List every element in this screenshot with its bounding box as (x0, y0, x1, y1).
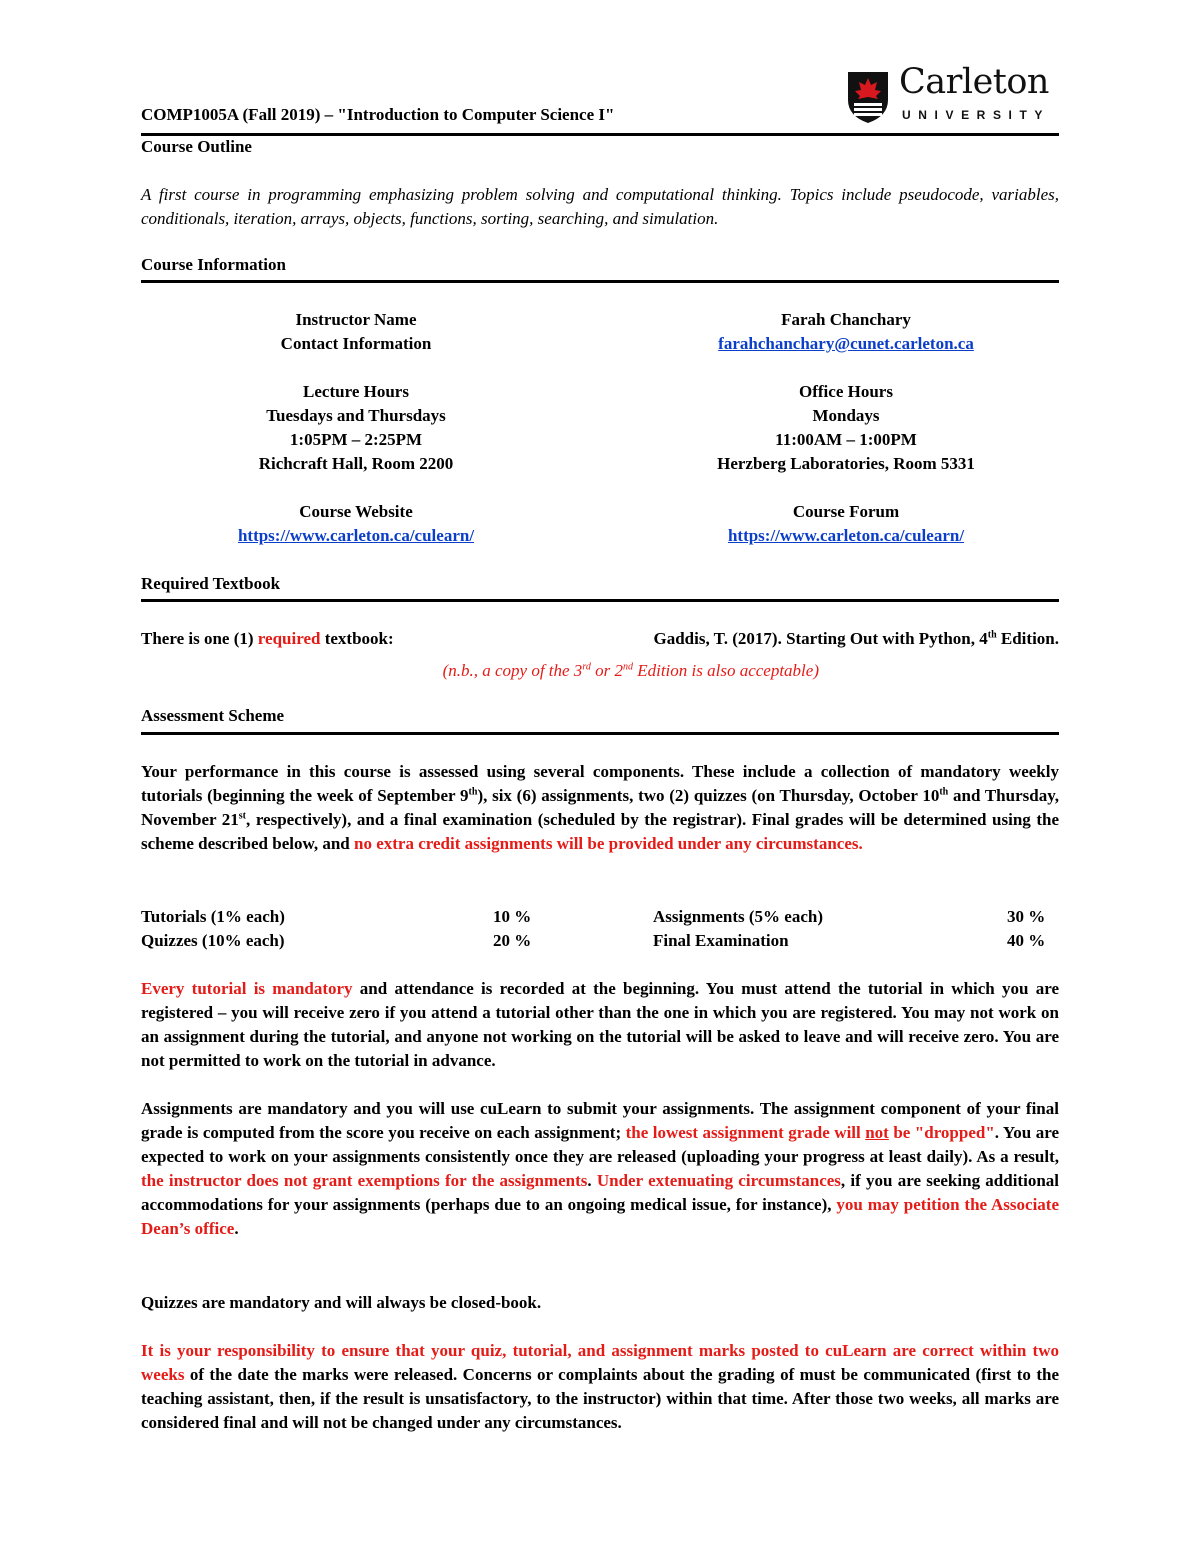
section-heading-outline: Course Outline (141, 137, 252, 156)
instructor-email-link[interactable]: farahchanchary@cunet.carleton.ca (718, 334, 974, 353)
office-days: Mondays (812, 406, 880, 425)
section-heading-textbook: Required Textbook (141, 574, 281, 593)
textbook-note: (n.b., a copy of the 3rd or 2nd Edition is also acceptable) (442, 661, 819, 680)
header-rule (141, 133, 1059, 136)
marks-policy-paragraph: It is your responsibility to ensure that your quiz, tutorial, and assignment marks posted to cuLearn are correct within two weeks of the date the marks were released. Concerns or complaints about the grading of must be communicated (first to the teaching assistant, then, if the result is unsatisfactory, to the instructor) within that time. After those two weeks, all marks are considered final and will not be changed under any circumstances. (141, 1341, 1059, 1432)
course-info-right-column (631, 308, 1061, 548)
office-time: 11:00AM – 1:00PM (775, 430, 917, 449)
course-info-left-column (141, 308, 571, 548)
contact-info-label: Contact Information (280, 334, 432, 353)
course-forum-link[interactable]: https://www.carleton.ca/culearn/ (727, 526, 965, 545)
lecture-room: Richcraft Hall, Room 2200 (258, 454, 454, 473)
course-description: A first course in programming emphasizing problem solving and computational thinking. Topics include pseudocode, variables, conditionals, iteration, arrays, objects, functions, sorting, searching, and simulation. (141, 185, 1059, 228)
lecture-days: Tuesdays and Thursdays (266, 406, 446, 425)
section-rule (141, 280, 1059, 283)
logo-university: UNIVERSITY (902, 108, 1051, 122)
section-rule (141, 732, 1059, 735)
grade-row: Quizzes (10% each) 20 % Final Examination 40 % (141, 931, 1046, 950)
grade-row: Tutorials (1% each) 10 % Assignments (5% each) 30 % (141, 907, 1046, 926)
quiz-policy-paragraph: Quizzes are mandatory and will always be closed-book. (141, 1293, 542, 1312)
office-room: Herzberg Laboratories, Room 5331 (717, 454, 975, 473)
course-forum-label: Course Forum (792, 502, 900, 521)
lecture-hours-label: Lecture Hours (303, 382, 409, 401)
section-heading-course-info: Course Information (141, 255, 286, 274)
instructor-name: Farah Chanchary (781, 310, 911, 329)
instructor-name-label: Instructor Name (295, 310, 417, 329)
carleton-logo (846, 62, 1061, 128)
tutorial-policy-paragraph: Every tutorial is mandatory and attendance is recorded at the beginning. You must attend the tutorial in which you are registered – you will receive zero if you attend a tutorial other than the one in which you are registered. You may not work on an assignment during the tutorial, and anyone not working on the tutorial will be asked to leave and will receive zero. You are not permitted to work on the tutorial in advance. (141, 979, 1059, 1070)
assessment-paragraph: Your performance in this course is assessed using several components. These include a collection of mandatory weekly tutorials (beginning the week of September 9th), six (6) assignments, two (2) quizzes (on Thursday, October 10th and Thursday, November 21st, respectively), and a final examination (scheduled by the registrar). Final grades will be determined using the scheme described below, and no extra credit assignments will be provided under any circumstances. (141, 762, 1060, 853)
textbook-citation: Gaddis, T. (2017). Starting Out with Python, 4th Edition. (653, 629, 1059, 648)
office-hours-label: Office Hours (799, 382, 893, 401)
section-heading-assessment: Assessment Scheme (141, 706, 285, 725)
textbook-row (141, 627, 1059, 651)
assignment-policy-paragraph: Assignments are mandatory and you will use cuLearn to submit your assignments. The assignment component of your final grade is computed from the score you receive on each assignment; the lowest assignment grade will not be "dropped". You are expected to work on your assignments consistently once they are released (uploading your progress at least daily). As a result, the instructor does not grant exemptions for the assignments. Under extenuating circumstances, if you are seeking additional accommodations for your assignments (perhaps due to an ongoing medical issue, for instance), you may petition the Associate Dean’s office. (141, 1099, 1059, 1238)
shield-icon (846, 70, 890, 124)
course-website-label: Course Website (299, 502, 413, 521)
course-website-link[interactable]: https://www.carleton.ca/culearn/ (237, 526, 475, 545)
logo-wordmark: Carleton (899, 62, 1049, 102)
document-title: COMP1005A (Fall 2019) – "Introduction to Computer Science I" (141, 105, 615, 124)
textbook-lead: There is one (1) required textbook: (141, 629, 394, 648)
lecture-time: 1:05PM – 2:25PM (289, 430, 423, 449)
section-rule (141, 599, 1059, 602)
